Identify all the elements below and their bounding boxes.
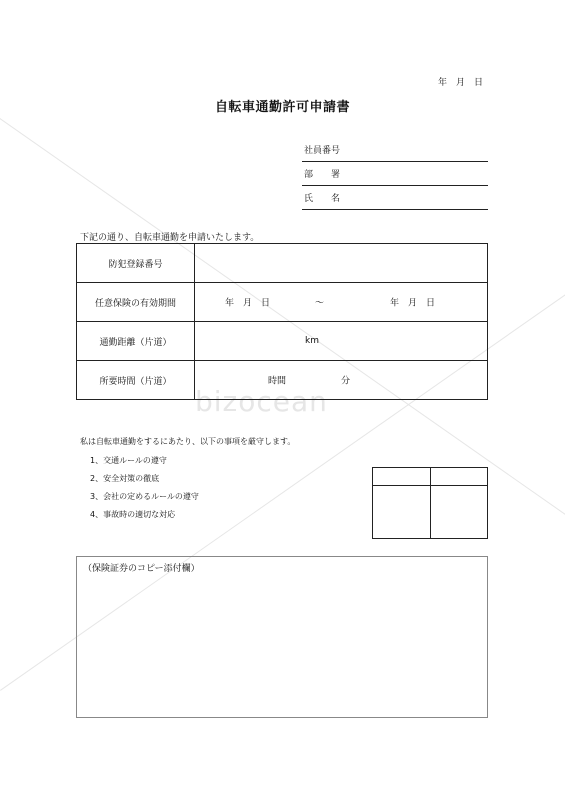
stamp-header-cell <box>373 468 431 486</box>
distance-unit: km <box>305 336 319 346</box>
commute-time-label: 所要時間（片道） <box>77 361 195 400</box>
name-label: 氏 名 <box>304 194 341 204</box>
minutes-unit: 分 <box>341 376 351 387</box>
stamp-cell[interactable] <box>430 486 488 539</box>
hours-unit: 時間 <box>268 376 287 387</box>
intro-text: 下記の通り、自転車通勤を申請いたします。 <box>80 233 260 243</box>
document-title: 自転車通勤許可申請書 <box>214 100 350 115</box>
insurance-copy-attachment-area[interactable] <box>76 556 488 718</box>
department-label: 部 署 <box>304 170 341 180</box>
pledge-text: 私は自転車通勤をするにあたり、以下の事項を厳守します。 <box>80 437 296 446</box>
approval-stamp-box <box>372 467 488 539</box>
department-field[interactable] <box>302 163 488 186</box>
employee-number-label: 社員番号 <box>304 146 341 156</box>
table-row <box>77 244 488 283</box>
insurance-start-date: 年 月 日 <box>225 298 271 309</box>
table-row <box>77 361 488 400</box>
crime-registration-label: 防犯登録番号 <box>77 244 195 283</box>
watermark-text: bizocean <box>195 385 328 418</box>
stamp-cell[interactable] <box>373 486 431 539</box>
application-table <box>76 243 488 400</box>
name-field[interactable] <box>302 187 488 210</box>
commute-time-field[interactable] <box>195 361 488 400</box>
commute-distance-field[interactable] <box>195 322 488 361</box>
copy-attachment-label: （保険証券のコピー添付欄） <box>83 564 200 574</box>
insurance-period-label: 任意保険の有効期間 <box>77 283 195 322</box>
crime-registration-field[interactable] <box>195 244 488 283</box>
list-item: 2、安全対策の徹底 <box>90 474 160 483</box>
stamp-header-cell <box>430 468 488 486</box>
list-item: 1、交通ルールの遵守 <box>90 456 167 465</box>
date-line: 年 月 日 <box>437 78 483 88</box>
commute-distance-label: 通勤距離（片道） <box>77 322 195 361</box>
insurance-end-date: 年 月 日 <box>390 298 436 309</box>
insurance-tilde: ～ <box>315 298 325 309</box>
table-row <box>77 322 488 361</box>
list-item: 4、事故時の適切な対応 <box>90 510 176 519</box>
list-item: 3、会社の定めるルールの遵守 <box>90 492 199 501</box>
insurance-period-field[interactable] <box>195 283 488 322</box>
table-row <box>77 283 488 322</box>
employee-number-field[interactable] <box>302 139 488 162</box>
